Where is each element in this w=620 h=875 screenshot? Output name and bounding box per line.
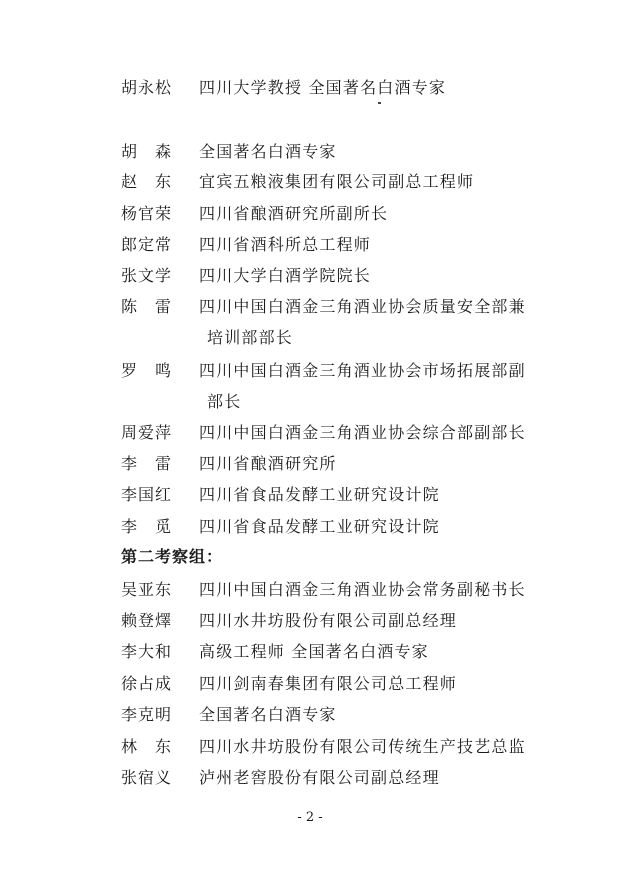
member-name: 罗 鸣 (121, 361, 173, 380)
member-role: 四川中国白酒金三角酒业协会质量安全部兼 (199, 297, 526, 316)
member-role-continuation: 部长 (207, 392, 242, 411)
member-role: 泸州老窖股份有限公司副总经理 (199, 768, 440, 787)
member-name: 赵 东 (121, 172, 173, 191)
member-role: 宜宾五粮液集团有限公司副总工程师 (199, 172, 475, 191)
member-name: 胡永松 (121, 78, 173, 97)
page-number: - 2 - (297, 810, 323, 825)
member-name: 林 东 (121, 737, 173, 756)
member-name: 陈 雷 (121, 297, 173, 316)
member-role: 四川水井坊股份有限公司传统生产技艺总监 (199, 737, 526, 756)
member-role: 四川省酿酒研究所 (199, 454, 337, 473)
member-role: 四川水井坊股份有限公司副总经理 (199, 611, 458, 630)
member-role: 四川剑南春集团有限公司总工程师 (199, 674, 458, 693)
member-name: 郎定常 (121, 235, 173, 254)
member-role: 高级工程师 全国著名白酒专家 (199, 642, 429, 661)
member-name: 李国红 (121, 485, 173, 504)
member-name: 杨官荣 (121, 204, 173, 223)
member-name: 胡 森 (121, 142, 173, 161)
member-role: 四川省酒科所总工程师 (199, 235, 372, 254)
member-role: 全国著名白酒专家 (199, 142, 337, 161)
member-role: 四川省食品发酵工业研究设计院 (199, 517, 440, 536)
member-role: 四川中国白酒金三角酒业协会常务副秘书长 (199, 580, 526, 599)
member-role: 四川中国白酒金三角酒业协会综合部副部长 (199, 423, 526, 442)
member-role: 四川省食品发酵工业研究设计院 (199, 485, 440, 504)
member-name: 李 觅 (121, 517, 173, 536)
member-role: 全国著名白酒专家 (199, 705, 337, 724)
member-name: 张文学 (121, 266, 173, 285)
member-name: 张宿义 (121, 768, 173, 787)
member-name: 周爱萍 (121, 423, 173, 442)
group-heading: 第二考察组： (121, 547, 224, 566)
member-name: 吴亚东 (121, 580, 173, 599)
member-role-continuation: 培训部部长 (207, 328, 294, 347)
member-name: 李 雷 (121, 454, 173, 473)
member-name: 赖登燡 (121, 611, 173, 630)
member-name: 徐占成 (121, 674, 173, 693)
member-name: 李大和 (121, 642, 173, 661)
member-role: 四川大学教授 全国著名白酒专家 (199, 78, 447, 97)
scan-mark (378, 102, 381, 104)
member-name: 李克明 (121, 705, 173, 724)
member-role: 四川大学白酒学院院长 (199, 266, 372, 285)
member-role: 四川中国白酒金三角酒业协会市场拓展部副 (199, 361, 526, 380)
member-role: 四川省酿酒研究所副所长 (199, 204, 389, 223)
